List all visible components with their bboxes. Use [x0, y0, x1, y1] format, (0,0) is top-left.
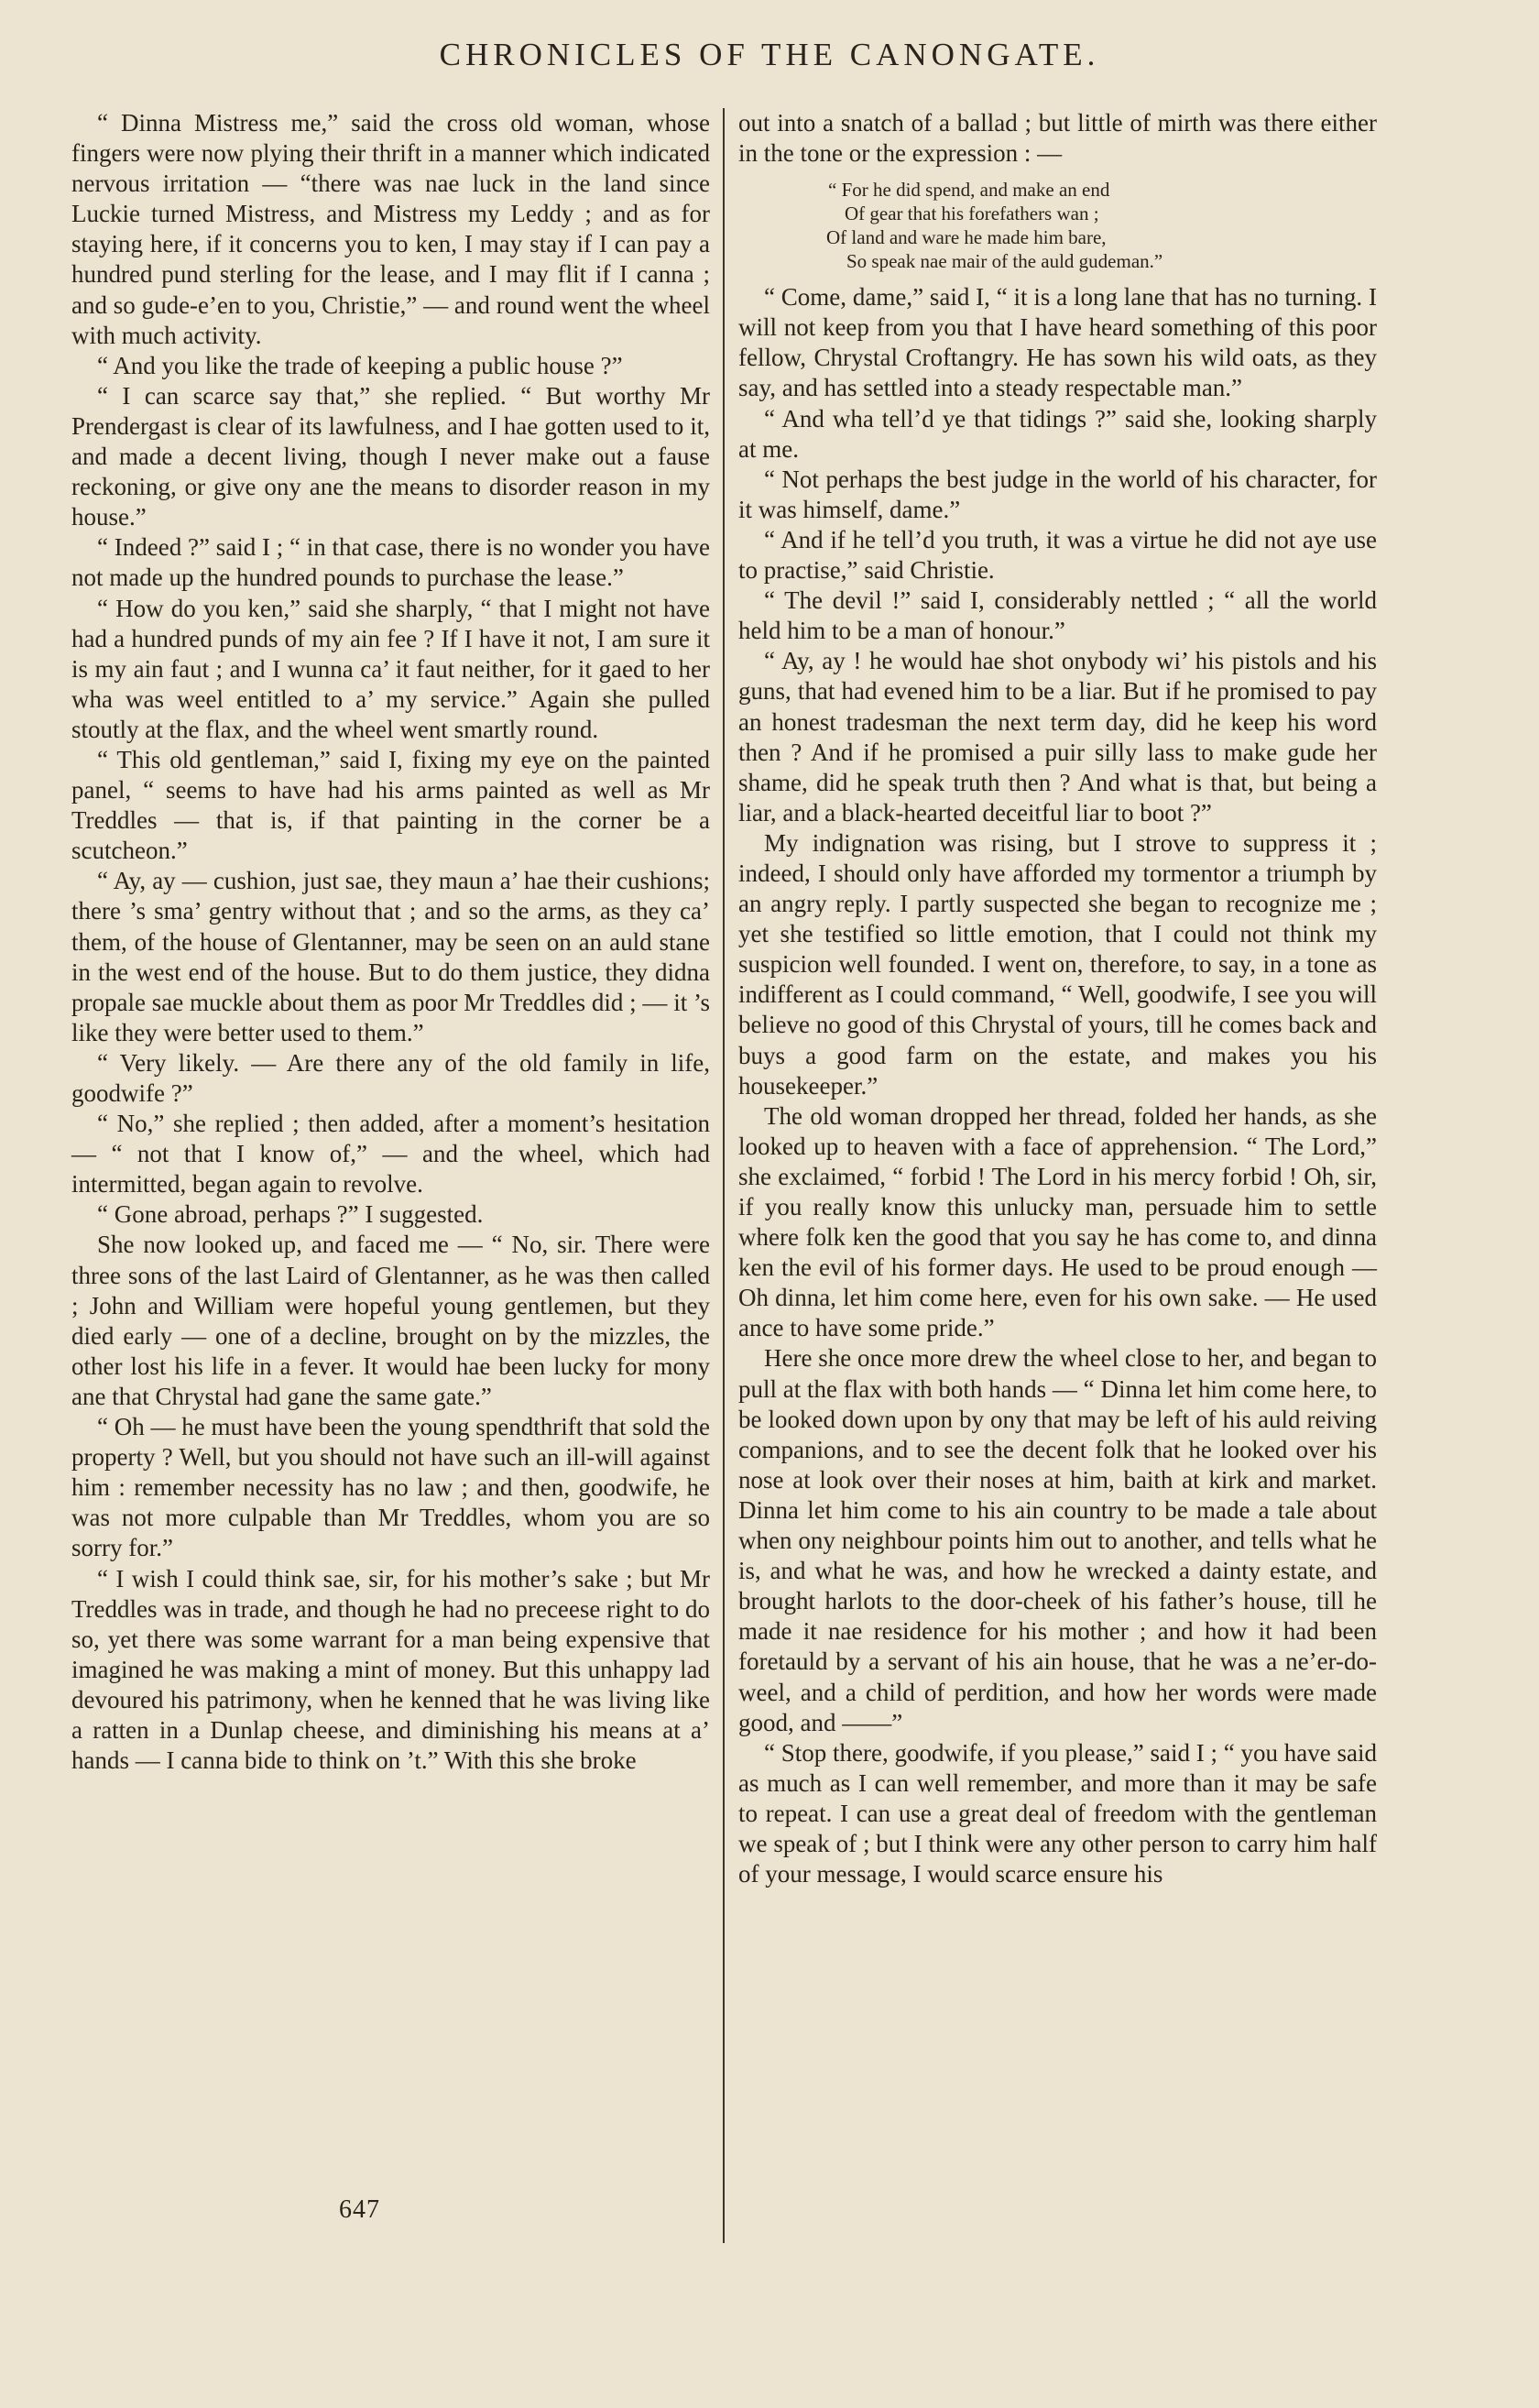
paragraph: She now looked up, and faced me — “ No, sir. There were three sons of the last Laird of Glentanner, as he was then called ; John and William were hopeful young gentlemen, but they died early — one of a decline, brought on by the mizzles, the other lost his life in a fever. It would hae been lucky for mony ane that Chrystal had gane the same gate.”	[71, 1231, 710, 1410]
paragraph: “ Ay, ay ! he would hae shot onybody wi’ his pistols and his guns, that had evened him to be a liar. But if he promised to pay an honest tradesman the next term day, did he keep his word then ? And if he promised a puir silly lass to make gude her shame, did he speak truth then ? And what is that, but being a liar, and a black-hearted deceitful liar to boot ?”	[738, 647, 1377, 826]
paragraph: “ Dinna Mistress me,” said the cross old woman, whose fingers were now plying their thrift in a manner which indicated nervous irritation — “there was nae luck in the land since Luckie turned Mistress, and Mistress my Leddy ; and as for staying here, if it concerns you to ken, I may stay if I can pay a hundred pund sterling for the lease, and I may flit if I canna ; and so gude-e’en to you, Christie,” — and round went the wheel with much activity.	[71, 109, 710, 349]
paragraph: “ And you like the trade of keeping a public house ?”	[97, 351, 623, 379]
paragraph: “ Stop there, goodwife, if you please,” said I ; “ you have said as much as I can well remember, and more than it may be safe to repeat. I can use a great deal of freedom with the gentleman we speak of ; but I think were any other person to carry him half of your message, I would scarce ensure his	[738, 1738, 1377, 1888]
verse-line: Of land and ware he made him bare,	[826, 226, 1107, 249]
paragraph: “ This old gentleman,” said I, fixing my eye on the painted panel, “ seems to have had his arms painted as well as Mr Treddles — that is, if that painting in the corner be a scutcheon.”	[71, 745, 710, 865]
paragraph: “ No,” she replied ; then added, after a moment’s hesitation — “ not that I know of,” — and the wheel, which had intermitted, began again to revolve.	[71, 1110, 710, 1199]
verse-line: “ For he did spend, and make an end	[828, 179, 1110, 202]
verse-line: So speak nae mair of the auld gudeman.”	[846, 250, 1163, 273]
verse-line: Of gear that his forefathers wan ;	[845, 202, 1099, 225]
right-column	[738, 108, 1377, 1889]
paragraph: “ Come, dame,” said I, “ it is a long lane that has no turning. I will not keep from you that I have heard something of this poor fellow, Chrystal Croftangry. He has sown his wild oats, as they say, and has settled into a steady respectable man.”	[738, 283, 1377, 402]
paragraph: “ Ay, ay — cushion, just sae, they maun a’ hae their cushions; there ’s sma’ gentry without that ; and so the arms, as they ca’ them, of the house of Glentanner, may be seen on an auld stane in the west end of the house. But to do them justice, they didna propale sae muckle about them as poor Mr Treddles did ; — it ’s like they were better used to them.”	[71, 867, 710, 1046]
ballad-verse	[738, 178, 1377, 273]
paragraph: My indignation was rising, but I strove to suppress it ; indeed, I should only have afforded my tormentor a triumph by an angry reply. I partly suspected she began to recognize me ; yet she testified so little emotion, that I could not think my suspicion well founded. I went on, therefore, to say, in a tone as indifferent as I could command, “ Well, goodwife, I see you will believe no good of this Chrystal of yours, till he comes back and buys a good farm on the estate, and makes you his housekeeper.”	[738, 828, 1377, 1100]
paragraph: “ I can scarce say that,” she replied. “ But worthy Mr Prendergast is clear of its lawfulness, and I hae gotten used to it, and made a decent living, though I never make out a fause reckoning, or give ony ane the means to disorder reason in my house.”	[71, 381, 710, 531]
paragraph: “ Not perhaps the best judge in the world of his character, for it was himself, dame.”	[738, 465, 1377, 523]
paragraph: “ Oh — he must have been the young spendthrift that sold the property ? Well, but you should not have such an ill-will against him : remember necessity has no law ; and then, goodwife, he was not more culpable than Mr Treddles, whom you are so sorry for.”	[71, 1413, 710, 1562]
paragraph: Here she once more drew the wheel close to her, and began to pull at the flax with both hands — “ Dinna let him come here, to be looked down upon by ony that may be left of his auld reiving companions, and to see the decent folk that he looked over his nose at look over their noses at him, baith at kirk and market. Dinna let him come to his ain country to be made a tale about when ony neighbour points him out to another, and tells what he is, and what he was, and how he wrecked a dainty estate, and brought harlots to the door-cheek of his father’s house, till he made it nae residence for his mother ; and how it had been foretauld by a servant of his ain house, that he was a ne’er-do-weel, and a child of perdition, and how her words were made good, and ——”	[738, 1344, 1377, 1736]
paragraph: “ Indeed ?” said I ; “ in that case, there is no wonder you have not made up the hundred pounds to purchase the lease.”	[71, 533, 710, 592]
column-rule	[723, 108, 725, 2243]
page-number: 647	[339, 2195, 380, 2224]
paragraph-continuation: out into a snatch of a ballad ; but little of mirth was there either in the tone or the expression : —	[738, 109, 1377, 168]
paragraph: “ The devil !” said I, considerably nettled ; “ all the world held him to be a man of honour.”	[738, 586, 1377, 645]
paragraph: “ I wish I could think sae, sir, for his mother’s sake ; but Mr Treddles was in trade, and though he had no preceese right to do so, yet there was some warrant for a man being expensive that imagined he was making a mint of money. But this unhappy lad devoured his patrimony, when he kenned that he was living like a ratten in a Dunlap cheese, and diminishing his means at a’ hands — I canna bide to think on ’t.” With this she broke	[71, 1564, 710, 1775]
paragraph: “ And wha tell’d ye that tidings ?” said she, looking sharply at me.	[738, 404, 1377, 463]
paragraph: “ Very likely. — Are there any of the old family in life, goodwife ?”	[71, 1048, 710, 1107]
left-column	[71, 108, 710, 1776]
paragraph: “ How do you ken,” said she sharply, “ that I might not have had a hundred punds of my ain fee ? If I have it not, I am sure it is my ain faut ; and I wunna ca’ it faut neither, for it gaed to her wha was weel entitled to a’ my service.” Again she pulled stoutly at the flax, and the wheel went smartly round.	[71, 594, 710, 743]
paragraph: “ Gone abroad, perhaps ?” I suggested.	[97, 1200, 484, 1229]
paragraph: “ And if he tell’d you truth, it was a virtue he did not aye use to practise,” said Christie.	[738, 525, 1377, 585]
running-head: CHRONICLES OF THE CANONGATE.	[439, 37, 1100, 72]
paragraph: The old woman dropped her thread, folded her hands, as she looked up to heaven with a face of apprehension. “ The Lord,” she exclaimed, “ forbid ! The Lord in his mercy forbid ! Oh, sir, if you really know this unlucky man, persuade him to settle where folk ken the good that you say he has come to, and dinna ken the evil of his former days. He used to be proud enough — Oh dinna, let him come here, even for his own sake. — He used ance to have some pride.”	[738, 1101, 1377, 1342]
